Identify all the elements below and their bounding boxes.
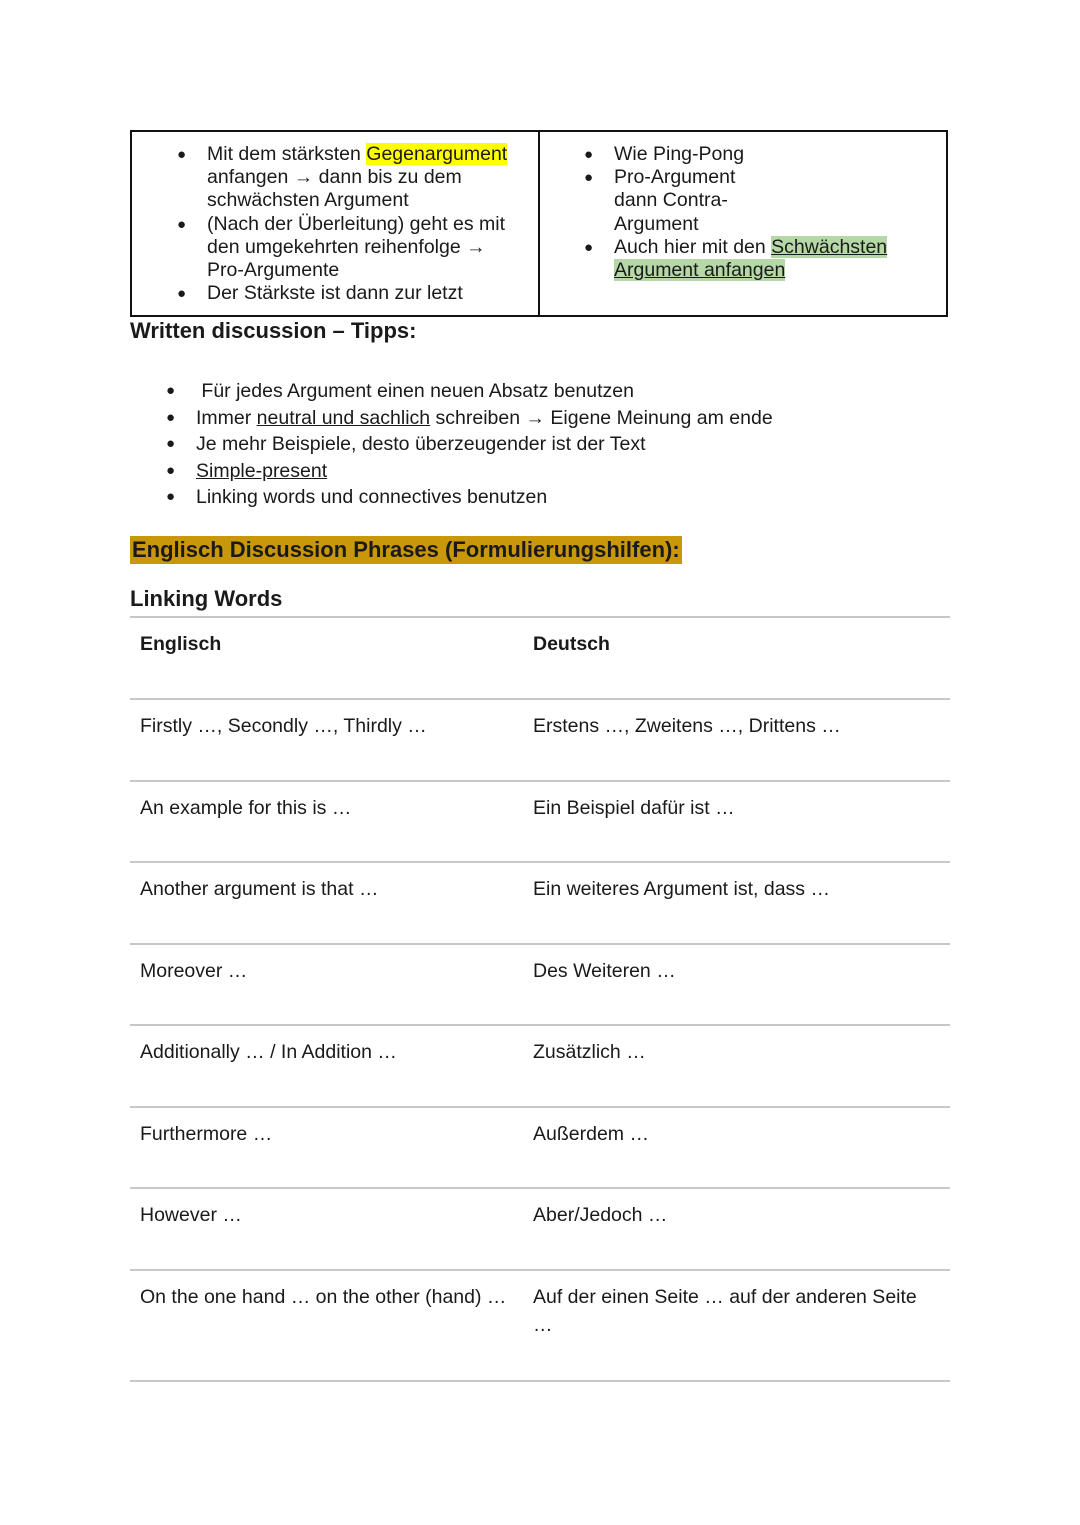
bullet-icon: ● [584, 238, 594, 256]
highlighted-text: Schwächsten Argument anfangen [614, 235, 888, 282]
strongest-first-cell [132, 132, 540, 315]
highlighted-text: Gegenargument [366, 143, 508, 165]
item-text: Mit dem stärksten [207, 143, 367, 165]
list-item [166, 405, 773, 432]
list-item [166, 431, 773, 458]
english-cell: An example for this is … [130, 781, 523, 863]
bullet-icon: ● [166, 488, 176, 506]
underlined-text: Simple-present [196, 459, 328, 482]
bullet-icon: ● [177, 215, 187, 233]
item-text: Linking words und connectives benutzen [196, 486, 548, 509]
comparison-table [130, 130, 948, 317]
table-row [130, 1107, 950, 1189]
bullet-icon: ● [166, 382, 176, 399]
list-item [166, 378, 773, 405]
list-item [584, 235, 904, 282]
german-cell: Ein weiteres Argument ist, dass … [523, 862, 950, 944]
german-cell: Aber/Jedoch … [523, 1188, 950, 1270]
ping-pong-list [584, 143, 914, 282]
bullet-icon: ● [177, 285, 187, 303]
german-cell: Auf der einen Seite … auf der anderen Seite … [523, 1270, 950, 1381]
table-row [130, 944, 950, 1026]
list-item [584, 143, 914, 166]
english-cell: Another argument is that … [130, 862, 523, 944]
table-row [130, 862, 950, 944]
table-row [130, 781, 950, 863]
english-cell: Firstly …, Secondly …, Thirdly … [130, 699, 523, 781]
phrases-title: Englisch Discussion Phrases (Formulierungshilfen): [132, 537, 680, 562]
table-row [130, 1188, 950, 1270]
table-row [130, 1270, 950, 1381]
english-cell: On the one hand … on the other (hand) … [130, 1270, 523, 1381]
item-text: anfangen → dann bis zu dem schwächsten Argument [207, 166, 462, 212]
bullet-icon: ● [166, 435, 176, 453]
list-item [177, 143, 527, 213]
english-cell: Furthermore … [130, 1107, 523, 1189]
item-text: Der Stärkste ist dann zur letzt [207, 282, 463, 305]
german-cell: Zusätzlich … [523, 1025, 950, 1107]
german-cell: Des Weiteren … [523, 944, 950, 1026]
tips-title: Written discussion – Tipps: [130, 318, 417, 343]
item-text: Wie Ping-Pong [614, 143, 745, 165]
bullet-icon: ● [584, 169, 594, 187]
list-item [166, 484, 773, 511]
bullet-icon: ● [166, 408, 176, 426]
item-text: Je mehr Beispiele, desto überzeugender ist der Text [196, 433, 646, 456]
bullet-icon: ● [584, 146, 594, 163]
linking-words-title: Linking Words [130, 586, 283, 611]
item-text: schreiben → Eigene Meinung am ende [430, 406, 773, 429]
german-cell: Außerdem … [523, 1107, 950, 1189]
ping-pong-cell [540, 132, 946, 315]
strongest-first-list [177, 143, 527, 305]
table-row [130, 1025, 950, 1107]
list-item [584, 166, 774, 236]
item-text: Immer [196, 406, 257, 429]
underlined-text: neutral und sachlich [256, 406, 431, 429]
column-header-deutsch: Deutsch [523, 617, 950, 699]
list-item [177, 212, 527, 283]
german-cell: Erstens …, Zweitens …, Drittens … [523, 699, 950, 781]
list-item [177, 282, 527, 305]
bullet-icon: ● [177, 146, 187, 163]
item-text: Pro-Argument dann Contra-Argument [614, 166, 736, 235]
item-text: Auch hier mit den [614, 235, 772, 258]
english-cell: However … [130, 1188, 523, 1270]
item-text: Für jedes Argument einen neuen Absatz benutzen [196, 380, 634, 402]
english-cell: Additionally … / In Addition … [130, 1025, 523, 1107]
list-item [166, 458, 773, 485]
column-header-englisch: Englisch [130, 617, 523, 699]
bullet-icon: ● [166, 461, 176, 479]
english-cell: Moreover … [130, 944, 523, 1026]
table-header-row [130, 617, 950, 699]
linking-words-table [130, 616, 950, 1382]
tips-list [166, 378, 773, 511]
item-text: (Nach der Überleitung) geht es mit den umgekehrten reihenfolge → Pro-Argumente [207, 212, 506, 282]
german-cell: Ein Beispiel dafür ist … [523, 781, 950, 863]
table-row [130, 699, 950, 781]
